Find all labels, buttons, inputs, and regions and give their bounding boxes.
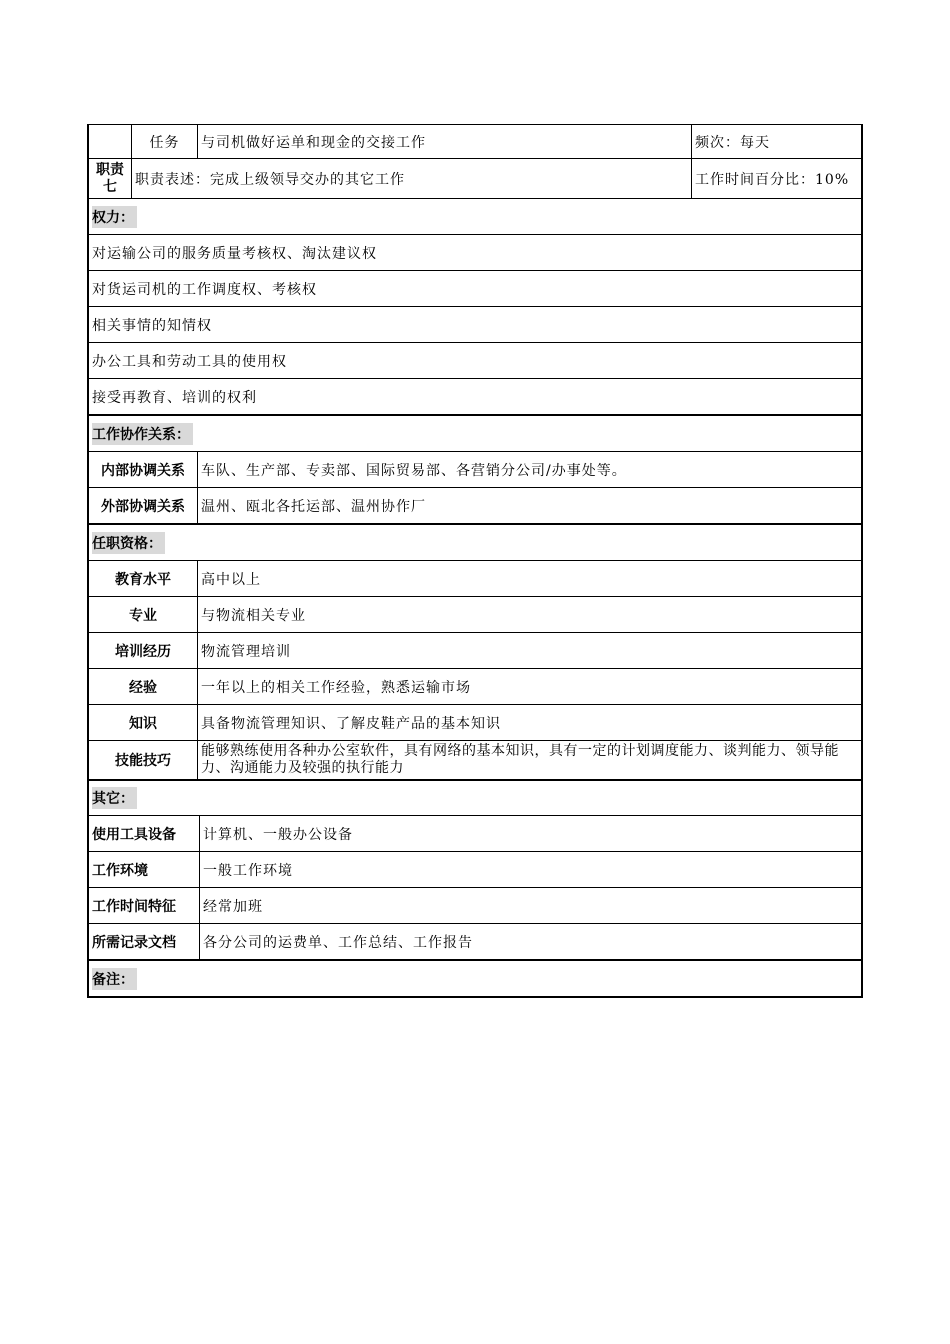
authority-row	[87, 379, 863, 416]
qualification-row	[87, 705, 863, 741]
cooperation-value: 车队、生产部、专卖部、国际贸易部、各营销分公司/办事处等。	[197, 452, 861, 487]
qualifications-header-row	[87, 525, 863, 561]
qualification-value: 物流管理培训	[197, 633, 861, 668]
job-description-table	[87, 124, 863, 998]
qualification-value: 能够熟练使用各种办公室软件，具有网络的基本知识，具有一定的计划调度能力、谈判能力、领导能力、沟通能力及较强的执行能力	[197, 741, 861, 779]
remarks-title-cell	[89, 961, 861, 996]
cooperation-title-cell	[89, 416, 861, 451]
other-label: 所需记录文档	[92, 934, 176, 951]
remarks-title: 备注：	[92, 968, 137, 990]
duty-description: 职责表述：完成上级领导交办的其它工作	[131, 159, 691, 198]
qualification-label: 经验	[129, 679, 157, 696]
cooperation-label: 外部协调关系	[101, 498, 185, 515]
other-title: 其它：	[92, 787, 137, 809]
duty-number	[89, 159, 131, 198]
other-header-row	[87, 781, 863, 816]
authority-item: 相关事情的知情权	[92, 317, 212, 334]
cooperation-title: 工作协作关系：	[92, 423, 193, 445]
authority-item: 接受再教育、培训的权利	[92, 389, 257, 406]
authority-row	[87, 343, 863, 379]
other-value: 一般工作环境	[199, 852, 861, 887]
authority-item: 对货运司机的工作调度权、考核权	[92, 281, 317, 298]
authority-item: 对运输公司的服务质量考核权、淘汰建议权	[92, 245, 377, 262]
authority-title-cell	[89, 199, 861, 234]
cooperation-row	[87, 488, 863, 525]
other-row	[87, 924, 863, 961]
cooperation-value: 温州、瓯北各托运部、温州协作厂	[197, 488, 861, 523]
authority-item: 办公工具和劳动工具的使用权	[92, 353, 287, 370]
cooperation-header-row	[87, 416, 863, 452]
duty-number-cell-top	[89, 125, 131, 158]
time-percent: 工作时间百分比：10%	[691, 159, 861, 198]
authority-row	[87, 271, 863, 307]
authority-header-row	[87, 199, 863, 235]
qualifications-title: 任职资格：	[92, 532, 165, 554]
duty-task-row	[87, 124, 863, 159]
duty-number-line2: 七	[103, 178, 117, 195]
qualification-value: 具备物流管理知识、了解皮鞋产品的基本知识	[197, 705, 861, 740]
other-label: 工作环境	[92, 862, 148, 879]
frequency: 频次：每天	[691, 125, 861, 158]
other-label: 使用工具设备	[92, 826, 176, 843]
task-text: 与司机做好运单和现金的交接工作	[197, 125, 691, 158]
other-value: 计算机、一般办公设备	[199, 816, 861, 851]
authority-row	[87, 307, 863, 343]
authority-row	[87, 235, 863, 271]
qualification-label: 知识	[129, 715, 157, 732]
other-value: 经常加班	[199, 888, 861, 923]
cooperation-row	[87, 452, 863, 488]
other-row	[87, 888, 863, 924]
qualification-label: 专业	[129, 607, 157, 624]
cooperation-label: 内部协调关系	[101, 462, 185, 479]
qualifications-title-cell	[89, 525, 861, 560]
duty-description-row	[87, 159, 863, 199]
qualification-value: 高中以上	[197, 561, 861, 596]
task-label: 任务	[131, 125, 197, 158]
qualification-value: 一年以上的相关工作经验，熟悉运输市场	[197, 669, 861, 704]
other-row	[87, 816, 863, 852]
qualification-value: 与物流相关专业	[197, 597, 861, 632]
qualification-label: 技能技巧	[115, 753, 171, 769]
qualification-label: 教育水平	[115, 571, 171, 588]
duty-number-line1: 职责	[96, 161, 124, 178]
authority-title: 权力：	[92, 206, 137, 228]
remarks-row	[87, 961, 863, 998]
qualification-row	[87, 741, 863, 781]
qualification-row	[87, 669, 863, 705]
other-title-cell	[89, 781, 861, 815]
qualification-row	[87, 633, 863, 669]
qualification-row	[87, 597, 863, 633]
other-label: 工作时间特征	[92, 898, 176, 915]
qualification-row	[87, 561, 863, 597]
other-row	[87, 852, 863, 888]
qualification-label: 培训经历	[115, 643, 171, 660]
other-value: 各分公司的运费单、工作总结、工作报告	[199, 924, 861, 959]
